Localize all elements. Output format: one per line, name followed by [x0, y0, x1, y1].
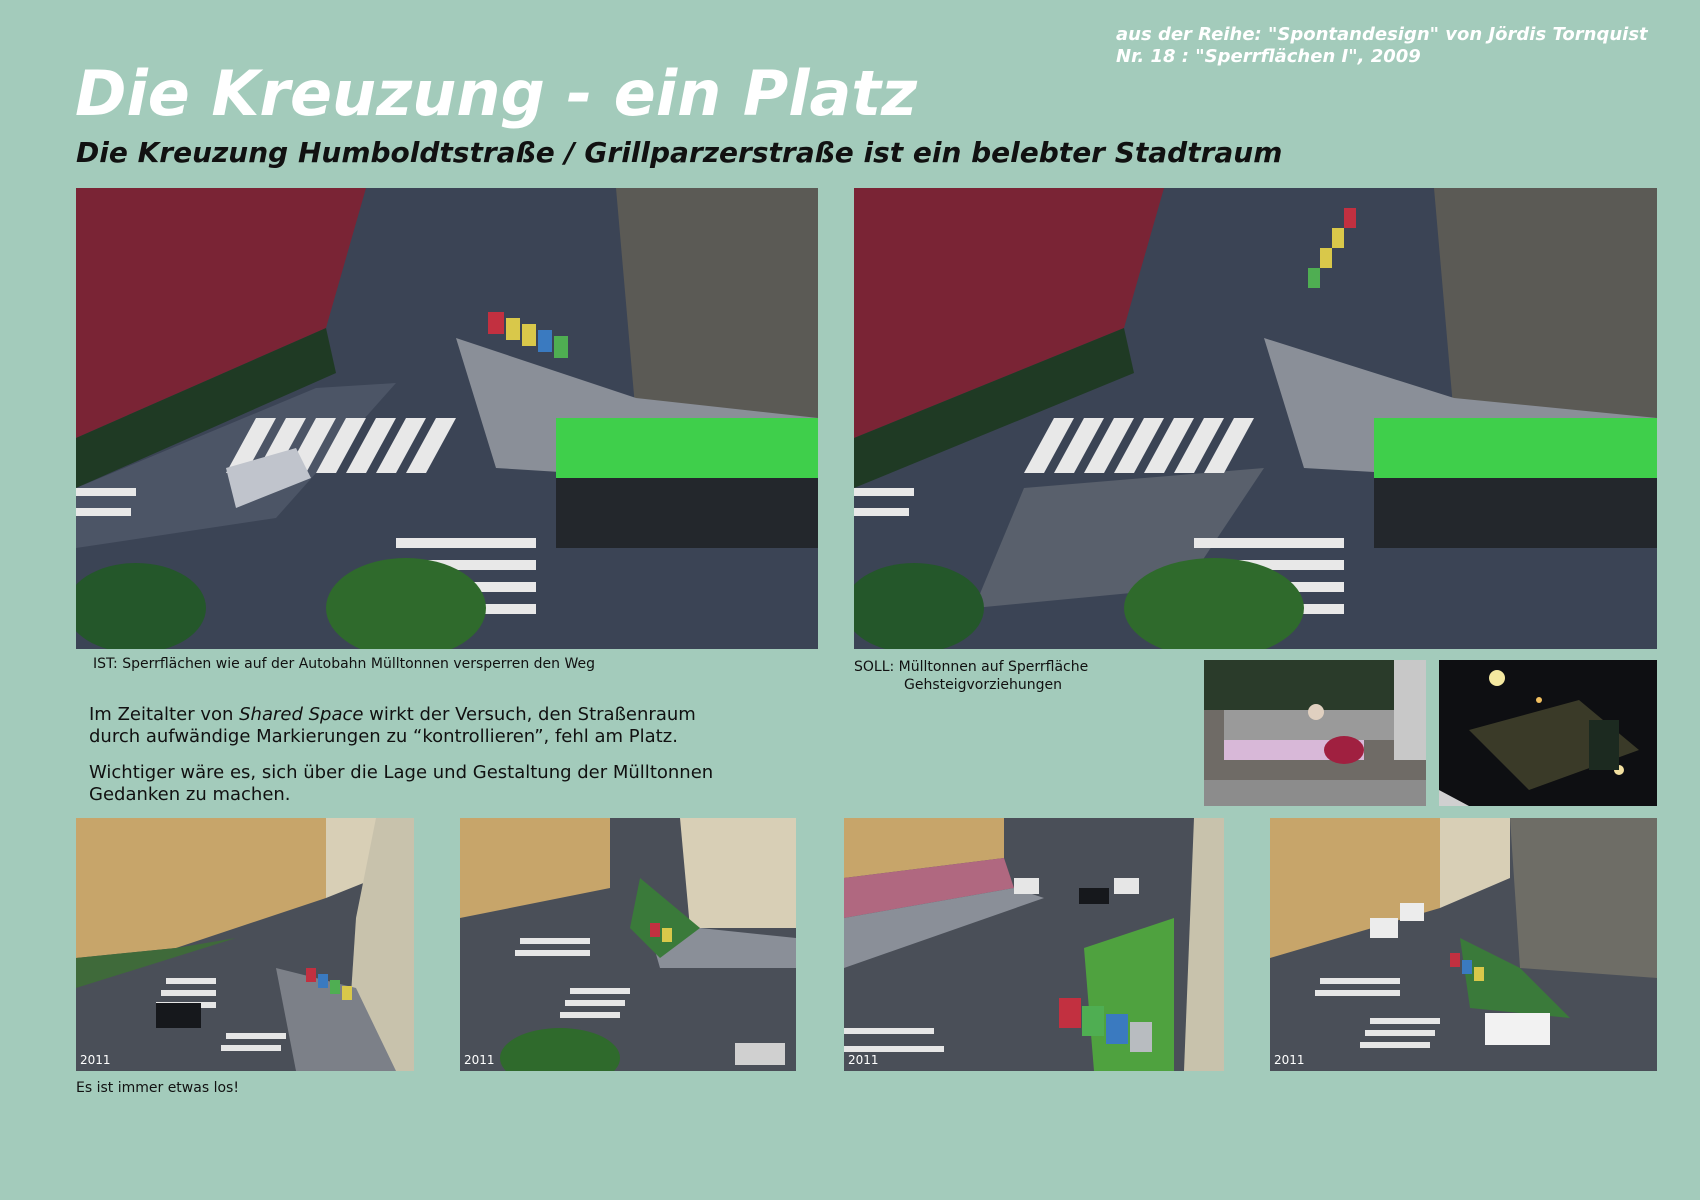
photo-street-vendor [1204, 660, 1426, 806]
caption-soll-line2: Gehsteigvorziehungen [904, 677, 1062, 693]
photo-2011-3 [844, 818, 1224, 1071]
photo-year-label: 2011 [80, 1053, 111, 1067]
body-paragraph-1-start: Im Zeitalter von [89, 704, 240, 725]
body-text [89, 704, 749, 820]
caption-ist: IST: Sperrflächen wie auf der Autobahn Mülltonnen versperren den Weg [93, 656, 596, 672]
caption-soll [854, 658, 1088, 694]
photo-year-label: 2011 [848, 1053, 879, 1067]
photo-2011-2 [460, 818, 796, 1071]
page-title: Die Kreuzung - ein Platz [75, 57, 918, 130]
photo-intersection-night [1439, 660, 1657, 806]
body-paragraph-2: Wichtiger wäre es, sich über die Lage und Gestaltung der Mülltonnen Gedanken zu machen. [89, 762, 714, 805]
photo-ist-intersection [76, 188, 818, 649]
photo-2011-1 [76, 818, 414, 1071]
series-credit [1116, 24, 1648, 68]
series-credit-line1: aus der Reihe: "Spontandesign" von Jördis Tornquist [1116, 24, 1648, 45]
shared-space-term: Shared Space [239, 704, 364, 725]
page-subtitle: Die Kreuzung Humboldtstraße / Grillparzerstraße ist ein belebter Stadtraum [76, 136, 1283, 169]
caption-soll-line1: SOLL: Mülltonnen auf Sperrfläche [854, 659, 1089, 675]
photo-year-label: 2011 [1274, 1053, 1305, 1067]
body-paragraph-1 [89, 704, 749, 748]
body-paragraph-1-end: wirkt der Versuch, den Straßenraum durch aufwändige Markierungen zu “kontrollieren”, fehl am Platz. [89, 704, 696, 747]
caption-bottom: Es ist immer etwas los! [76, 1080, 239, 1096]
photo-year-label: 2011 [464, 1053, 495, 1067]
series-credit-line2: Nr. 18 : "Sperrflächen I", 2009 [1116, 46, 1421, 67]
photo-2011-4 [1270, 818, 1657, 1071]
photo-soll-intersection [854, 188, 1657, 649]
